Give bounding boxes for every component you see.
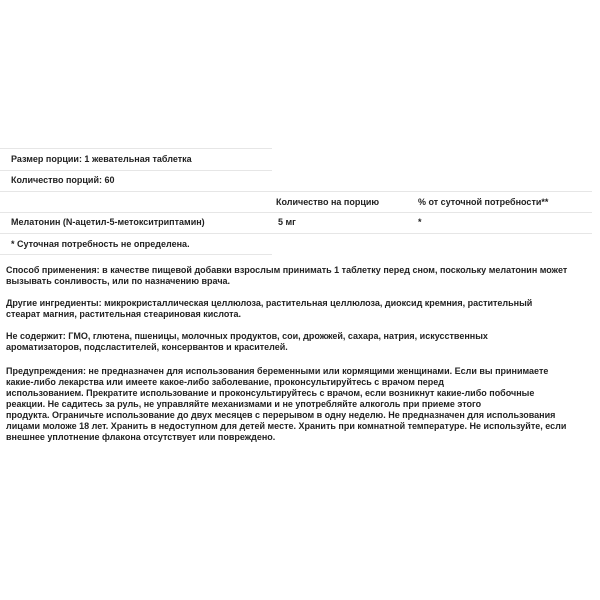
warnings-section — [6, 366, 598, 443]
table-footnote: * Суточная потребность не определена. — [11, 239, 190, 249]
warnings-line: продукта. Ограничьте использование до двух месяцев с перерывом в одну неделю. Не предназначен для использования — [6, 410, 556, 420]
usage-line: Способ применения: в качестве пищевой добавки взрослым принимать 1 таблетку перед сном, поскольку мелатонин может — [6, 265, 568, 275]
table-border-bottom — [0, 254, 272, 255]
servings-per-container: Количество порций: 60 — [11, 175, 115, 185]
ingredient-name: Мелатонин (N-ацетил-5-метокситриптамин) — [11, 217, 205, 227]
free-of-line: ароматизаторов, подсластителей, консервантов и красителей. — [6, 342, 288, 352]
table-border-top — [0, 148, 272, 149]
warnings-line: реакции. Не садитесь за руль, не управляйте механизмами и не употребляйте алкоголь при приеме этого — [6, 399, 482, 409]
warnings-line: лицами моложе 18 лет. Хранить в недоступном для детей месте. Хранить при комнатной температуре. Не используйте, если — [6, 421, 567, 431]
usage-line: вызывать сонливость, или по назначению врача. — [6, 276, 231, 286]
table-divider — [0, 191, 592, 192]
table-divider — [0, 170, 272, 171]
other-ingredients-section — [6, 298, 598, 320]
usage-section — [6, 265, 598, 287]
warnings-line: какие-либо лекарства или имеете какое-либо заболевание, проконсультируйтесь с врачом перед — [6, 377, 445, 387]
warnings-line: внешнее уплотнение флакона отсутствует или повреждено. — [6, 432, 276, 442]
ingredient-amount: 5 мг — [278, 217, 296, 227]
free-of-section — [6, 331, 598, 353]
table-divider — [0, 212, 592, 213]
warnings-line: Предупреждения: не предназначен для использования беременными или кормящими женщинами. Если вы принимаете — [6, 366, 549, 376]
table-divider — [0, 233, 592, 234]
ingredient-daily-value: * — [418, 217, 422, 227]
other-ingredients-line: стеарат магния, растительная стеариновая кислота. — [6, 309, 242, 319]
column-header-daily-value: % от суточной потребности** — [418, 197, 549, 207]
column-header-amount: Количество на порцию — [276, 197, 380, 207]
other-ingredients-line: Другие ингредиенты: микрокристаллическая целлюлоза, растительная целлюлоза, диоксид кремния, растительный — [6, 298, 533, 308]
serving-size: Размер порции: 1 жевательная таблетка — [11, 154, 192, 164]
free-of-line: Не содержит: ГМО, глютена, пшеницы, молочных продуктов, сои, дрожжей, сахара, натрия, искусственных — [6, 331, 488, 341]
warnings-line: использованием. Прекратите использование и проконсультируйтесь с врачом, если возникнут какие-либо побочные — [6, 388, 535, 398]
